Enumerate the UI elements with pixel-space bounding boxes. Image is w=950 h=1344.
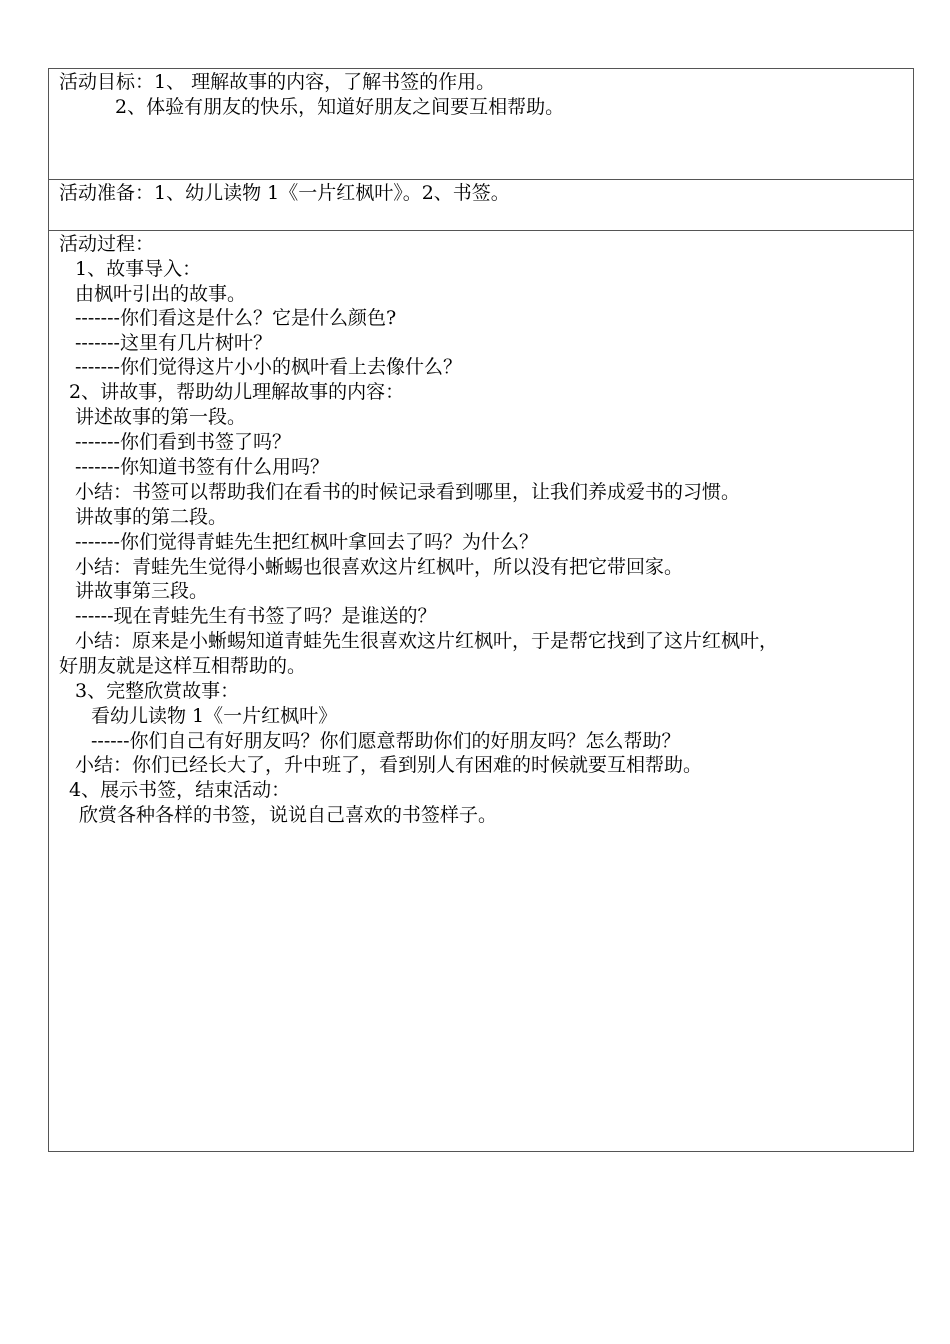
- process-line: 好朋友就是这样互相帮助的。: [59, 655, 307, 677]
- lesson-plan-table: [48, 68, 914, 1152]
- goals-line-1: 活动目标：1、 理解故事的内容，了解书签的作用。: [59, 71, 496, 93]
- preparation-line: 活动准备：1、幼儿读物 1《一片红枫叶》。2、书签。: [59, 182, 510, 204]
- process-line: 2、讲故事，帮助幼儿理解故事的内容：: [69, 381, 405, 403]
- process-line: -------你们看到书签了吗？: [75, 431, 291, 453]
- process-line: ------现在青蛙先生有书签了吗？是谁送的？: [75, 605, 437, 627]
- process-row: [49, 231, 914, 1152]
- process-line: 小结：书签可以帮助我们在看书的时候记录看到哪里，让我们养成爱书的习惯。: [75, 481, 741, 503]
- process-line: -------这里有几片树叶？: [75, 332, 272, 354]
- process-line: ------你们自己有好朋友吗？你们愿意帮助你们的好朋友吗？怎么帮助？: [91, 730, 681, 752]
- process-line: 3、完整欣赏故事：: [75, 680, 240, 702]
- preparation-cell: [49, 180, 914, 231]
- process-line: 欣赏各种各样的书签，说说自己喜欢的书签样子。: [79, 804, 498, 826]
- process-line: -------你们觉得青蛙先生把红枫叶拿回去了吗？为什么？: [75, 531, 538, 553]
- process-line: 看幼儿读物 1《一片红枫叶》: [91, 705, 338, 727]
- process-line: 讲故事的第二段。: [75, 506, 228, 528]
- process-line: 讲故事第三段。: [75, 580, 209, 602]
- process-line: 4、展示书签，结束活动：: [69, 779, 291, 801]
- process-line: 1、故事导入：: [75, 258, 202, 280]
- goals-cell: [49, 69, 914, 180]
- process-line: 由枫叶引出的故事。: [75, 283, 247, 305]
- process-line: -------你们觉得这片小小的枫叶看上去像什么？: [75, 356, 462, 378]
- process-line: 讲述故事的第一段。: [75, 406, 247, 428]
- process-line: -------你知道书签有什么用吗？: [75, 456, 329, 478]
- goals-row: [49, 69, 914, 180]
- process-line: -------你们看这是什么？它是什么颜色?: [75, 307, 397, 329]
- goals-line-2: 2、体验有朋友的快乐，知道好朋友之间要互相帮助。: [115, 96, 565, 118]
- process-line: 小结：原来是小蜥蜴知道青蛙先生很喜欢这片红枫叶，于是帮它找到了这片红枫叶，: [75, 630, 779, 652]
- process-heading: 活动过程：: [59, 233, 155, 255]
- process-line: 小结：你们已经长大了，升中班了，看到别人有困难的时候就要互相帮助。: [75, 754, 703, 776]
- process-cell: [49, 231, 914, 1152]
- process-line: 小结：青蛙先生觉得小蜥蜴也很喜欢这片红枫叶，所以没有把它带回家。: [75, 556, 684, 578]
- preparation-row: [49, 180, 914, 231]
